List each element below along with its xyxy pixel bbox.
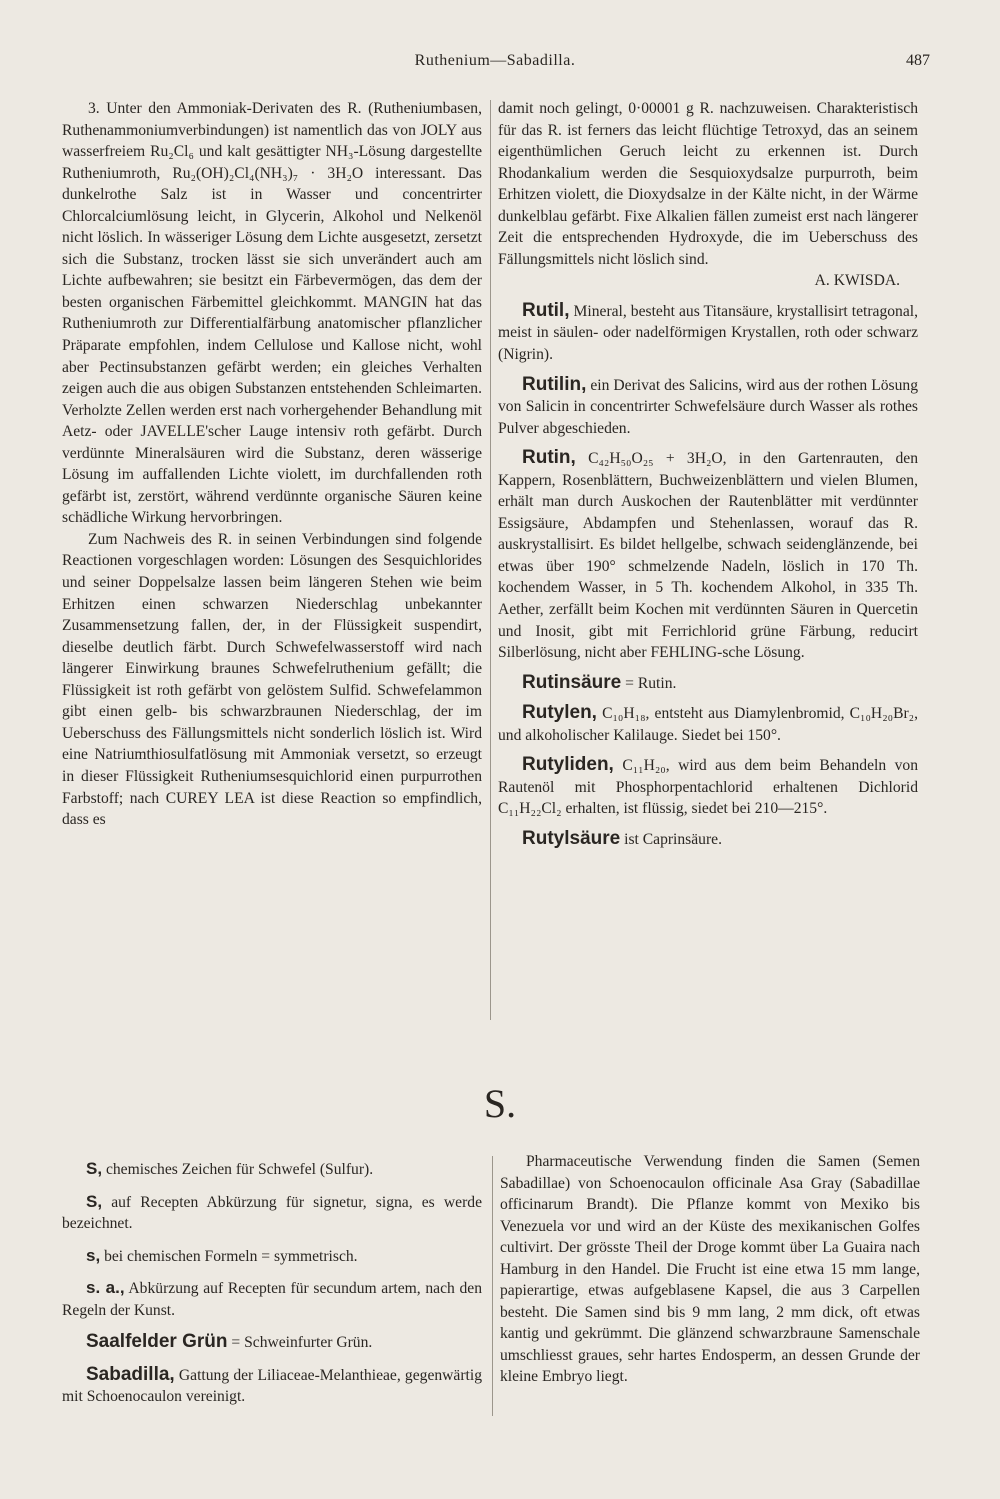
left-column bbox=[62, 98, 482, 831]
column-divider bbox=[490, 100, 491, 1020]
dictionary-entry bbox=[498, 374, 918, 440]
paragraph: damit noch gelingt, 0·00001 g R. nachzuweisen. Charakteristisch für das R. ist ferners das leicht flüchtige Tetroxyd, das an seinem eigenthümlichen Geruch leicht zu erkennen ist. Durch Rhodankalium werden die Sesquioxydsalze purpurroth, beim Erhitzen violett, die Dioxydsalze in der Kälte nicht, in der Wärme dunkelblau gefärbt. Fixe Alkalien fällen zumeist erst nach längerer Zeit die entsprechenden Hydroxyde, die im Ueberschuss des Fällungsmittels nicht löslich sind. bbox=[498, 100, 918, 268]
s-right-column bbox=[500, 1151, 920, 1388]
page-number: 487 bbox=[906, 52, 930, 69]
entry-headword: Rutylen, bbox=[522, 702, 597, 724]
dictionary-entry bbox=[62, 1245, 482, 1268]
entry-text: = Rutin. bbox=[625, 674, 677, 692]
dictionary-entry bbox=[62, 1364, 482, 1408]
paragraph: Zum Nachweis des R. in seinen Verbindungen sind folgende Reactionen vorgeschlagen worden: Lösungen des Sesquichlorides und seiner Doppelsalze lassen beim längeren Stehen wie beim Erhitzen einen schwarzen Niederschlag unbekannter Zusammensetzung fallen, der, in der Flüssigkeit suspendirt, dieselbe deutlich färbt. Durch Schwefelwasserstoff wird nach längerer Einwirkung braunes Schwefelruthenium gefällt; die Flüssigkeit ist roth gefärbt von gelöstem Sulfid. Schwefelammon gibt einen gelb- bis schwarzbraunen Niederschlag, der im Ueberschuss des Fällungsmittels nicht sonderlich löslich ist. Wird eine Natriumthiosulfatlösung mit Ammoniak versetzt, so erzeugt in dieser Flüssigkeit Rutheniumsesquichlorid einen purpurrothen Farbstoff; nach CUREY LEA ist diese Reaction so empfindlich, dass es bbox=[62, 530, 482, 829]
entry-text: Abkürzung auf Recepten für secundum artem, nach den Regeln der Kunst. bbox=[62, 1280, 482, 1319]
dictionary-entry bbox=[498, 702, 918, 746]
s-left-column bbox=[62, 1158, 482, 1408]
entry-text: = Schweinfurter Grün. bbox=[231, 1334, 373, 1351]
paragraph: 3. Unter den Ammoniak-Derivaten des R. (Rutheniumbasen, Ruthenammoniumverbindungen) ist namentlich das von JOLY aus wasserfreiem Ru₂Cl₆ und kalt gesättigter NH₃-Lösung dargestellte Rutheniumroth, Ru₂(OH)₂Cl₄(NH₃)₇ · 3H₂O interessant. Das dunkelrothe Salz ist in Wasser und concentrirter Chlorcalciumlösung leicht, in Glycerin, Alkohol und Nelkenöl nicht löslich. In wässeriger Lösung dem Lichte ausgesetzt, zersetzt sich die Substanz, trocken lässt sie sich unverändert auch am Lichte aufbewahren; sie besitzt ein Färbevermögen, das dem der besten organischen Färbemittel gleichkommt. MANGIN hat das Rutheniumroth zur Differentialfärbung anatomischer pflanzlicher Präparate empfohlen, indem Cellulose und Kallose nicht, wohl aber Pectinsubstanzen gefärbt werden; ein gleiches Verhalten zeigen auch die aus obigen Substanzen entstehenden Schleimarten. Verholzte Zellen werden erst nach vorhergehender Behandlung mit Aetz- oder JAVELLE'scher Lauge intensiv roth gefärbt. Durch verdünnte Mineralsäuren wird die Substanz, deren wässerige Lösung im auffallenden Lichte violett, im durchfallenden roth gefärbt ist, zerstört, während verdünnte organische Säuren keine schädliche Wirkung hervorbringen. bbox=[62, 100, 482, 527]
dictionary-entry bbox=[62, 1277, 482, 1321]
header-title: Ruthenium—Sabadilla. bbox=[414, 52, 576, 69]
entry-text: auf Recepten Abkürzung für signetur, signa, es werde bezeichnet. bbox=[62, 1193, 482, 1232]
entry-text: C₁₁H₂₀, wird aus dem beim Behandeln von Rautenöl mit Phosphorpentachlorid erhaltenen Dichlorid C₁₁H₂₂Cl₂ erhalten, ist flüssig, siedet bei 210—215°. bbox=[498, 757, 918, 818]
entry-headword: Rutilin, bbox=[522, 373, 587, 395]
paragraph: Pharmaceutische Verwendung finden die Samen (Semen Sabadillae) von Schoenocaulon officinale Asa Gray (Sabadillae officinarum Brandt). Die Pflanze kommt von Mexiko bis Venezuela vor und wird an der Küste des mexikanischen Golfes cultivirt. Der grösste Theil der Droge kommt über La Guaira nach Hamburg in den Handel. Die Frucht ist eine etwa 15 mm lange, papierartige, etwas aufgeblasene Kapsel, die aus 3 Carpellen besteht. Die Samen sind bis 9 mm lang, 2 mm dick, oft etwas kantig und gekrümmt. Die glänzend schwarzbraune Samenschale umschliesst graues, sehr hartes Endosperm, an dessen Grunde der kleine Embryo liegt. bbox=[500, 1153, 920, 1385]
right-column bbox=[498, 98, 918, 851]
entry-headword: S, bbox=[86, 1159, 103, 1178]
dictionary-entry bbox=[62, 1191, 482, 1235]
entry-text: Gattung der Liliaceae-Melanthieae, gegenwärtig mit Schoenocaulon vereinigt. bbox=[62, 1366, 482, 1405]
entry-headword: Rutin, bbox=[522, 447, 576, 469]
entry-headword: Rutyliden, bbox=[522, 754, 614, 776]
entry-headword: s. a., bbox=[86, 1278, 125, 1297]
dictionary-entry bbox=[498, 300, 918, 366]
running-header bbox=[60, 52, 930, 76]
dictionary-entry bbox=[62, 1158, 482, 1181]
entry-headword: S, bbox=[86, 1191, 103, 1211]
entry-headword: Sabadilla, bbox=[86, 1363, 175, 1385]
entry-headword: Rutinsäure bbox=[522, 671, 622, 693]
entry-text: ein Derivat des Salicins, wird aus der rothen Lösung von Salicin in concentrirter Schwefelsäure durch Wasser als rothes Pulver abgeschieden. bbox=[498, 376, 918, 437]
dictionary-entry bbox=[62, 1331, 482, 1354]
dictionary-entry bbox=[498, 828, 918, 851]
entry-text: ist Caprinsäure. bbox=[624, 830, 722, 848]
entry-text: Mineral, besteht aus Titansäure, krystallisirt tetragonal, meist in säulen- oder nadelförmigen Krystallen, roth oder schwarz (Nigrin). bbox=[498, 302, 918, 364]
dictionary-entry bbox=[498, 447, 918, 663]
entry-headword: s, bbox=[86, 1245, 101, 1265]
entry-text: C₁₀H₁₈, entsteht aus Diamylenbromid, C₁₀H₂₀Br₂, und alkoholischer Kalilauge. Siedet bei 150°. bbox=[498, 705, 918, 744]
entry-headword: Rutil, bbox=[522, 299, 570, 321]
entry-headword: Rutylsäure bbox=[522, 827, 621, 849]
section-letter: S. bbox=[483, 1081, 517, 1126]
entry-text: C₄₂H₅₀O₂₅ + 3H₂O, in den Gartenrauten, den Kappern, Rosenblättern, Buchweizenblättern und vielen Blumen, erhält man durch Auskochen der Rautenblätter mit verdünnter Essigsäure, Abdampfen und Stehenlassen, worauf das R. auskrystallisirt. Es bildet hellgelbe, schwach seidenglänzende, bei etwas über 190° schmelzende Nadeln, löslich in 170 Th. kochendem Wasser, in 5 Th. kochendem Alkohol, in 335 Th. Aether, zerfällt beim Kochen mit verdünnten Säuren in Quercetin und Inosit, gibt mit Ferrichlorid grüne Färbung, reducirt Silberlösung, nicht aber FEHLING-sche Lösung. bbox=[498, 450, 918, 662]
dictionary-entry bbox=[498, 754, 918, 820]
dictionary-entry bbox=[498, 672, 918, 695]
column-divider bbox=[492, 1156, 493, 1416]
signature: A. KWISDA. bbox=[814, 272, 900, 290]
entry-text: bei chemischen Formeln = symmetrisch. bbox=[104, 1247, 358, 1265]
entry-headword: Saalfelder Grün bbox=[86, 1331, 228, 1352]
entry-text: chemisches Zeichen für Schwefel (Sulfur). bbox=[105, 1161, 374, 1178]
